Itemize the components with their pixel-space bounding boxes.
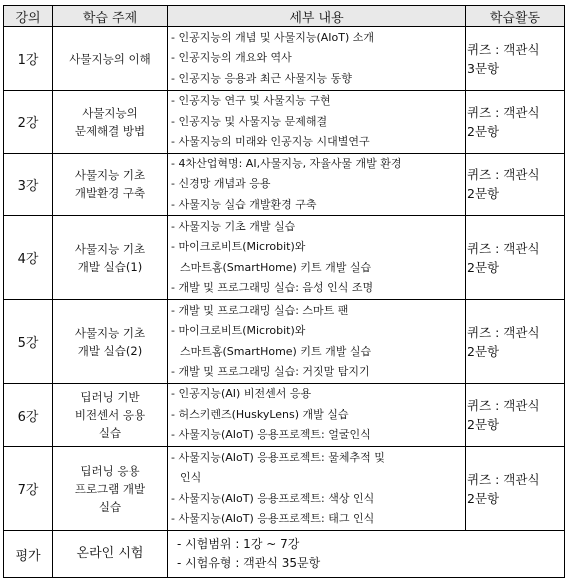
detail-line: - 인공지능의 개요와 역사: [171, 51, 292, 65]
table-row: [4, 300, 565, 384]
lecture-topic: [53, 300, 168, 384]
lecture-topic: [53, 91, 168, 154]
detail-line: - 사물지능(AIoT) 응용프로젝트: 태그 인식: [171, 512, 375, 525]
lecture-details: [168, 153, 466, 216]
detail-line: - 사물지능(AIoT) 응용프로젝트: 얼굴인식: [171, 428, 371, 442]
activity-line: 2문항: [467, 343, 500, 359]
evaluation-label: 평가: [4, 531, 53, 578]
lecture-number: 1강: [4, 27, 53, 91]
topic-line: 개발 실습(1): [77, 259, 143, 274]
activity-line: 퀴즈 : 객관식: [467, 41, 540, 57]
activity-line: 3문항: [467, 60, 500, 76]
topic-line: 비전센서 응용: [74, 408, 146, 422]
topic-line: 사물지능 기초: [74, 241, 146, 256]
learning-activity: [466, 27, 565, 91]
detail-line: - 마이크로비트(Microbit)와: [171, 240, 306, 253]
lecture-number: 3강: [4, 153, 53, 216]
learning-activity: [466, 300, 565, 384]
detail-line: 스마트홈(SmartHome) 키트 개발 실습: [180, 260, 372, 274]
detail-line: - 4차산업혁명: AI,사물지능, 자율사물 개발 환경: [171, 156, 402, 170]
activity-line: 퀴즈 : 객관식: [467, 398, 540, 413]
topic-line: 딥러닝 응용: [80, 463, 140, 478]
detail-line: - 인공지능의 개념 및 사물지능(AIoT) 소개: [171, 30, 375, 44]
activity-line: 퀴즈 : 객관식: [467, 324, 540, 340]
lecture-details: [168, 91, 466, 154]
header-activity: 학습활동: [466, 6, 565, 27]
topic-line: 개발환경 구축: [74, 186, 146, 201]
topic-line: 사물지능의: [82, 105, 138, 120]
detail-line: 스마트홈(SmartHome) 키트 개발 실습: [180, 344, 372, 358]
header-row: [4, 6, 565, 27]
activity-line: 2문항: [467, 186, 500, 202]
topic-line: 실습: [98, 499, 122, 514]
learning-activity: [466, 384, 565, 447]
lecture-number: 7강: [4, 447, 53, 531]
evaluation-topic: 온라인 시험: [53, 531, 168, 578]
detail-line: - 사물지능 실습 개발환경 구축: [171, 197, 317, 211]
syllabus-table: [3, 5, 565, 578]
learning-activity: [466, 91, 565, 154]
activity-line: 2문항: [467, 123, 500, 139]
topic-line: 사물지능의 이해: [69, 51, 151, 66]
lecture-topic: [53, 447, 168, 531]
table-row: [4, 216, 565, 300]
lecture-number: 2강: [4, 91, 53, 154]
header-lecture: 강의: [4, 6, 53, 27]
evaluation-detail-line: - 시험범위 : 1강 ~ 7강: [177, 537, 300, 551]
detail-line: - 인공지능 및 사물지능 문제해결: [171, 114, 328, 128]
topic-line: 실습: [98, 426, 122, 440]
activity-line: 퀴즈 : 객관식: [467, 240, 540, 256]
table-row: [4, 91, 565, 154]
detail-line: - 개발 및 프로그래밍 실습: 음성 인식 조명: [171, 281, 374, 294]
table-row: [4, 384, 565, 447]
lecture-details: [168, 27, 466, 91]
lecture-topic: [53, 216, 168, 300]
lecture-details: [168, 216, 466, 300]
lecture-details: [168, 300, 466, 384]
detail-line: - 사물지능(AIoT) 응용프로젝트: 색상 인식: [171, 491, 375, 505]
activity-line: 2문항: [467, 490, 500, 506]
header-topic: 학습 주제: [53, 6, 168, 27]
evaluation-row: [4, 531, 565, 578]
topic-line: 개발 실습(2): [77, 343, 143, 358]
lecture-topic: [53, 27, 168, 91]
detail-line: - 허스키렌즈(HuskyLens) 개발 실습: [171, 407, 349, 421]
detail-line: - 인공지능(AI) 비전센서 응용: [171, 387, 312, 401]
detail-line: - 개발 및 프로그래밍 실습: 거짓말 탐지기: [171, 365, 370, 378]
topic-line: 문제해결 방법: [74, 123, 146, 138]
header-details: 세부 내용: [168, 6, 466, 27]
detail-line: - 사물지능 기초 개발 실습: [171, 219, 296, 233]
evaluation-details: [168, 531, 565, 578]
activity-line: 2문항: [467, 417, 500, 432]
topic-line: 딥러닝 기반: [80, 390, 140, 404]
activity-line: 퀴즈 : 객관식: [467, 104, 540, 120]
detail-line: - 사물지능(AIoT) 응용프로젝트: 물체추적 및: [171, 450, 385, 464]
lecture-number: 4강: [4, 216, 53, 300]
lecture-topic: [53, 153, 168, 216]
lecture-details: [168, 384, 466, 447]
lecture-number: 6강: [4, 384, 53, 447]
table-row: [4, 447, 565, 531]
learning-activity: [466, 153, 565, 216]
table-row: [4, 153, 565, 216]
topic-line: 사물지능 기초: [74, 325, 146, 340]
detail-line: - 사물지능의 미래와 인공지능 시대별연구: [171, 135, 370, 148]
activity-line: 2문항: [467, 259, 500, 275]
detail-line: - 개발 및 프로그래밍 실습: 스마트 팬: [171, 303, 349, 317]
activity-line: 퀴즈 : 객관식: [467, 471, 540, 487]
learning-activity: [466, 447, 565, 531]
evaluation-detail-line: - 시험유형 : 객관식 35문항: [177, 556, 321, 570]
detail-line: - 신경망 개념과 응용: [171, 177, 271, 190]
detail-line: - 마이크로비트(Microbit)와: [171, 324, 306, 337]
lecture-details: [168, 447, 466, 531]
lecture-topic: [53, 384, 168, 447]
detail-line: - 인공지능 응용과 최근 사물지능 동향: [171, 71, 352, 85]
detail-line: - 인공지능 연구 및 사물지능 구현: [171, 94, 331, 107]
topic-line: 사물지능 기초: [74, 168, 146, 183]
detail-line: 인식: [180, 471, 202, 484]
table-row: [4, 27, 565, 91]
lecture-number: 5강: [4, 300, 53, 384]
learning-activity: [466, 216, 565, 300]
topic-line: 프로그램 개발: [74, 481, 146, 496]
activity-line: 퀴즈 : 객관식: [467, 167, 540, 183]
